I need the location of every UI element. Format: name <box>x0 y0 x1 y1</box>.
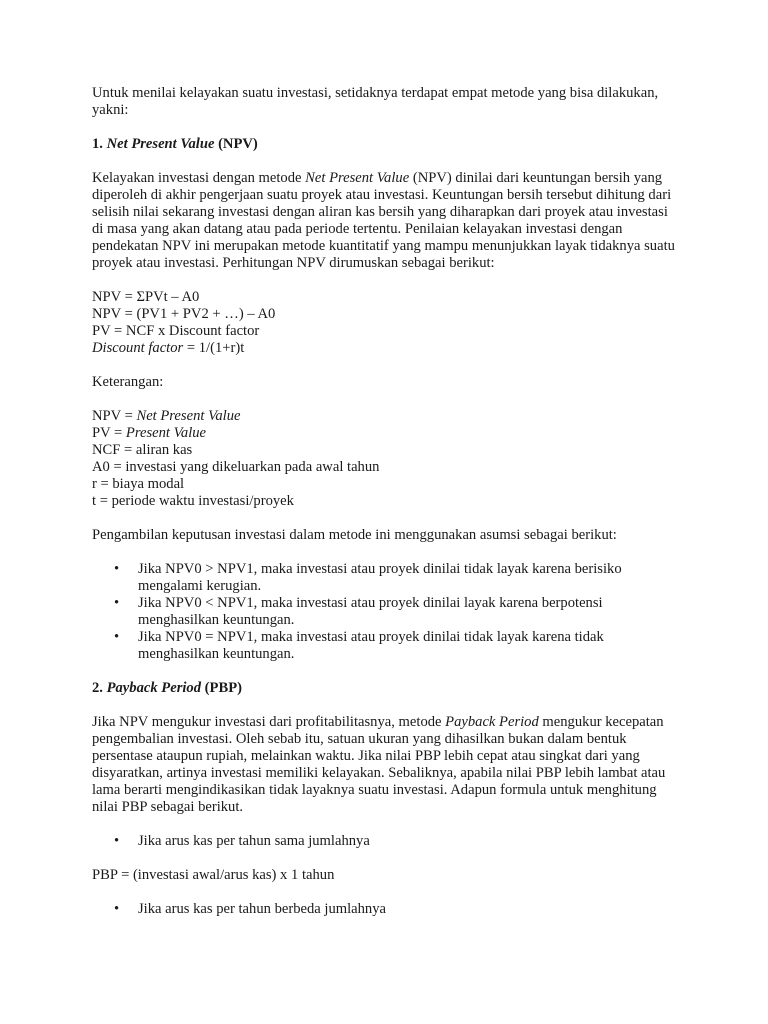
list-item-text: Jika NPV0 < NPV1, maka investasi atau proyek dinilai layak karena berpotensi menghasilkan keuntungan. <box>138 595 603 628</box>
pbp-formula: PBP = (investasi awal/arus kas) x 1 tahun <box>92 867 335 883</box>
definition-text: NPV = <box>92 408 137 424</box>
list-item <box>92 629 682 663</box>
bullet-icon: • <box>114 561 120 577</box>
paragraph-text: Jika NPV mengukur investasi dari profitabilitasnya, metode <box>92 714 446 730</box>
paragraph-italic: Payback Period <box>445 714 539 730</box>
list-item <box>92 561 682 595</box>
bullet-icon: • <box>114 901 120 917</box>
list-item-text: Jika NPV0 > NPV1, maka investasi atau proyek dinilai tidak layak karena berisiko mengalami kerugian. <box>138 561 622 594</box>
formula-line <box>92 340 682 357</box>
definition-line <box>92 425 682 442</box>
section-heading-npv <box>92 136 682 153</box>
definition-text: PV = <box>92 425 126 441</box>
paragraph-text: Kelayakan investasi dengan metode <box>92 170 306 186</box>
section-title-italic: Payback Period <box>106 680 202 696</box>
intro-paragraph: Untuk menilai kelayakan suatu investasi, setidaknya terdapat empat metode yang bisa dilakukan, yakni: <box>92 85 659 118</box>
section-heading-pbp <box>92 680 682 697</box>
formula-line: PV = NCF x Discount factor <box>92 323 260 339</box>
section-title-abbr: (PBP) <box>201 680 242 696</box>
list-item-text: Jika arus kas per tahun sama jumlahnya <box>138 833 370 849</box>
paragraph-text: mengukur kecepatan pengembalian investasi. Oleh sebab itu, satuan ukuran yang dihasilkan bukan dalam bentuk persentase ataupun rupiah, melainkan waktu. Jika nilai PBP lebih cepat atau singkat dari yang disyaratkan, artinya investasi memiliki kelayakan. Sebaliknya, apabila nilai PBP lebih lambat atau lama berarti mengindikasikan tidak layaknya suatu investasi. Adapun formula untuk menghitung nilai PBP sebagai berikut. <box>92 714 666 815</box>
paragraph-italic: Net Present Value <box>305 170 410 186</box>
section-number: 2. <box>92 680 107 696</box>
bullet-icon: • <box>114 629 120 645</box>
definition-line: A0 = investasi yang dikeluarkan pada awal tahun <box>92 459 380 475</box>
decision-paragraph: Pengambilan keputusan investasi dalam metode ini menggunakan asumsi sebagai berikut: <box>92 527 617 543</box>
pbp-bullet-list-1 <box>92 833 682 850</box>
definition-italic: Net Present Value <box>136 408 241 424</box>
npv-formulas <box>92 289 682 357</box>
definition-line <box>92 408 682 425</box>
list-item <box>92 595 682 629</box>
formula-line: NPV = (PV1 + PV2 + …) – A0 <box>92 306 276 322</box>
section-number: 1. <box>92 136 107 152</box>
list-item-text: Jika NPV0 = NPV1, maka investasi atau proyek dinilai tidak layak karena tidak menghasilkan keuntungan. <box>138 629 604 662</box>
formula-text: = 1/(1+r)t <box>183 340 245 356</box>
pbp-bullet-list-2 <box>92 901 682 918</box>
section-title-abbr: (NPV) <box>214 136 258 152</box>
definition-line: NCF = aliran kas <box>92 442 193 458</box>
bullet-icon: • <box>114 833 120 849</box>
npv-bullet-list <box>92 561 682 663</box>
pbp-paragraph <box>92 714 682 816</box>
list-item-text: Jika arus kas per tahun berbeda jumlahnya <box>138 901 387 917</box>
definition-line: t = periode waktu investasi/proyek <box>92 493 294 509</box>
paragraph-text: (NPV) dinilai dari keuntungan bersih yang diperoleh di akhir pengerjaan suatu proyek atau investasi. Keuntungan bersih tersebut dihitung dari selisih nilai sekarang investasi dengan aliran kas bersih yang diharapkan dari proyek atau investasi di masa yang akan datang atau pada periode tertentu. Penilaian kelayakan investasi dengan pendekatan NPV ini merupakan metode kuantitatif yang mampu menunjukkan layak tidaknya suatu proyek atau investasi. Perhitungan NPV dirumuskan sebagai berikut: <box>92 170 675 271</box>
list-item <box>92 833 682 850</box>
list-item <box>92 901 682 918</box>
definition-line: r = biaya modal <box>92 476 185 492</box>
section-title-italic: Net Present Value <box>106 136 215 152</box>
npv-paragraph <box>92 170 682 272</box>
keterangan-label: Keterangan: <box>92 374 164 390</box>
definition-italic: Present Value <box>125 425 207 441</box>
formula-italic: Discount factor <box>92 340 184 356</box>
formula-line: NPV = ΣPVt – A0 <box>92 289 200 305</box>
definitions-list <box>92 408 682 510</box>
document-body <box>92 85 682 935</box>
bullet-icon: • <box>114 595 120 611</box>
